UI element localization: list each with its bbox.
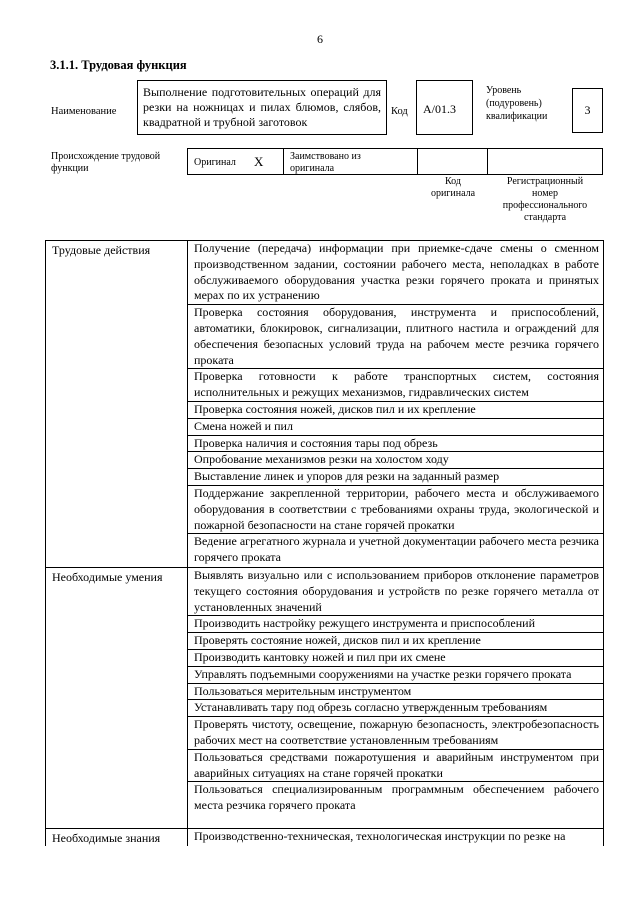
level-label-line: Уровень	[486, 85, 522, 96]
knowledge-group	[46, 829, 604, 846]
skill-item: Пользоваться специализированным программным обеспечением рабочего места резчика горячего проката	[194, 782, 599, 813]
original-label: Оригинал	[194, 157, 236, 168]
action-item: Смена ножей и пил	[188, 419, 603, 436]
action-item: Проверка готовности к работе транспортных систем, состояния исполнительных и режущих механизмов, гидравлических систем	[188, 369, 603, 402]
level-label-line: квалификации	[486, 111, 548, 122]
knowledge-item: Производственно-техническая, технологическая инструкции по резке на	[194, 829, 566, 843]
caption-line: Код	[445, 176, 461, 187]
code-original-caption	[418, 176, 488, 200]
actions-group	[46, 241, 604, 568]
level-label	[486, 84, 547, 123]
caption-line: оригинала	[430, 188, 476, 199]
action-item: Проверка состояния оборудования, инструмента и приспособлений, автоматики, блокировок, сигнализации, плитного настила и ограждений для обеспечения безопасных условий труда на рабочем месте резчика горячего проката	[188, 305, 603, 369]
origin-label-line: Происхождение трудовой	[51, 151, 161, 162]
skills-rows	[187, 568, 604, 828]
borrowed-label-line: Заимствовано из	[290, 151, 361, 162]
action-item: Проверка наличия и состояния тары под обрезь	[188, 436, 603, 453]
skill-item: Выявлять визуально или с использованием приборов отклонение параметров текущего состояния оборудования и устройств по резке горячего металла от установленных значений	[188, 568, 603, 616]
caption-line: номер	[532, 188, 558, 199]
name-label: Наименование	[51, 106, 117, 117]
page-number: 6	[317, 32, 323, 46]
skill-item: Проверять чистоту, освещение, пожарную безопасность, электробезопасность рабочих мест на соответствие установленным требованиям	[188, 717, 603, 750]
origin-label-line: функции	[51, 163, 89, 174]
level-value: 3	[572, 88, 603, 133]
skill-item: Производить кантовку ножей и пил при их смене	[188, 650, 603, 667]
name-value: Выполнение подготовительных операций для резки на ножницах и пилах блюмов, слябов, квадратной и трубной заготовок	[137, 80, 387, 135]
original-cell	[188, 149, 284, 174]
function-table	[45, 240, 604, 846]
action-item: Опробование механизмов резки на холостом ходу	[188, 452, 603, 469]
knowledge-label: Необходимые знания	[52, 831, 161, 845]
reg-number-cell	[488, 149, 604, 174]
section-title: 3.1.1. Трудовая функция	[50, 58, 187, 72]
borrowed-cell	[284, 149, 418, 174]
level-label-line: (подуровень)	[486, 98, 542, 109]
action-item: Поддержание закрепленной территории, рабочего места и обслуживаемого оборудования в соответствии с требованиями охраны труда, экологической и пожарной безопасности на стане горячей прокатки	[188, 486, 603, 534]
skill-item: Производить настройку режущего инструмента и приспособлений	[188, 616, 603, 633]
skill-item: Управлять подъемными сооружениями на участке резки горячего проката	[188, 667, 603, 684]
reg-number-caption	[490, 176, 600, 224]
origin-row	[187, 148, 603, 175]
caption-line: профессионального	[502, 200, 588, 211]
skill-item: Пользоваться мерительным инструментом	[188, 684, 603, 701]
borrowed-label-line: оригинала	[290, 163, 335, 174]
skills-group	[46, 568, 604, 829]
action-item: Ведение агрегатного журнала и учетной документации рабочего места резчика горячего проката	[194, 534, 599, 565]
actions-label: Трудовые действия	[52, 243, 151, 257]
code-value: А/01.3	[416, 80, 473, 135]
skills-label: Необходимые умения	[52, 570, 163, 584]
caption-line: Регистрационный	[506, 176, 584, 187]
actions-rows	[187, 241, 604, 567]
knowledge-rows	[187, 829, 604, 846]
action-item: Получение (передача) информации при приемке-сдаче смены о сменном производственном задании, состоянии рабочего места, неполадках в работе обслуживаемого оборудования участка резки горячего проката и принятых мерах по их устранению	[188, 241, 603, 305]
original-mark: X	[254, 154, 264, 169]
action-item: Выставление линек и упоров для резки на заданный размер	[188, 469, 603, 486]
skill-item: Проверять состояние ножей, дисков пил и их крепление	[188, 633, 603, 650]
skill-item: Пользоваться средствами пожаротушения и аварийным инструментом при аварийных ситуациях на стане горячей прокатки	[188, 750, 603, 783]
code-label: Код	[391, 106, 408, 117]
caption-line: стандарта	[523, 212, 567, 223]
action-item: Проверка состояния ножей, дисков пил и их крепление	[188, 402, 603, 419]
origin-label	[51, 151, 160, 175]
code-original-cell	[418, 149, 488, 174]
skill-item: Устанавливать тару под обрезь согласно утвержденным требованиям	[188, 700, 603, 717]
